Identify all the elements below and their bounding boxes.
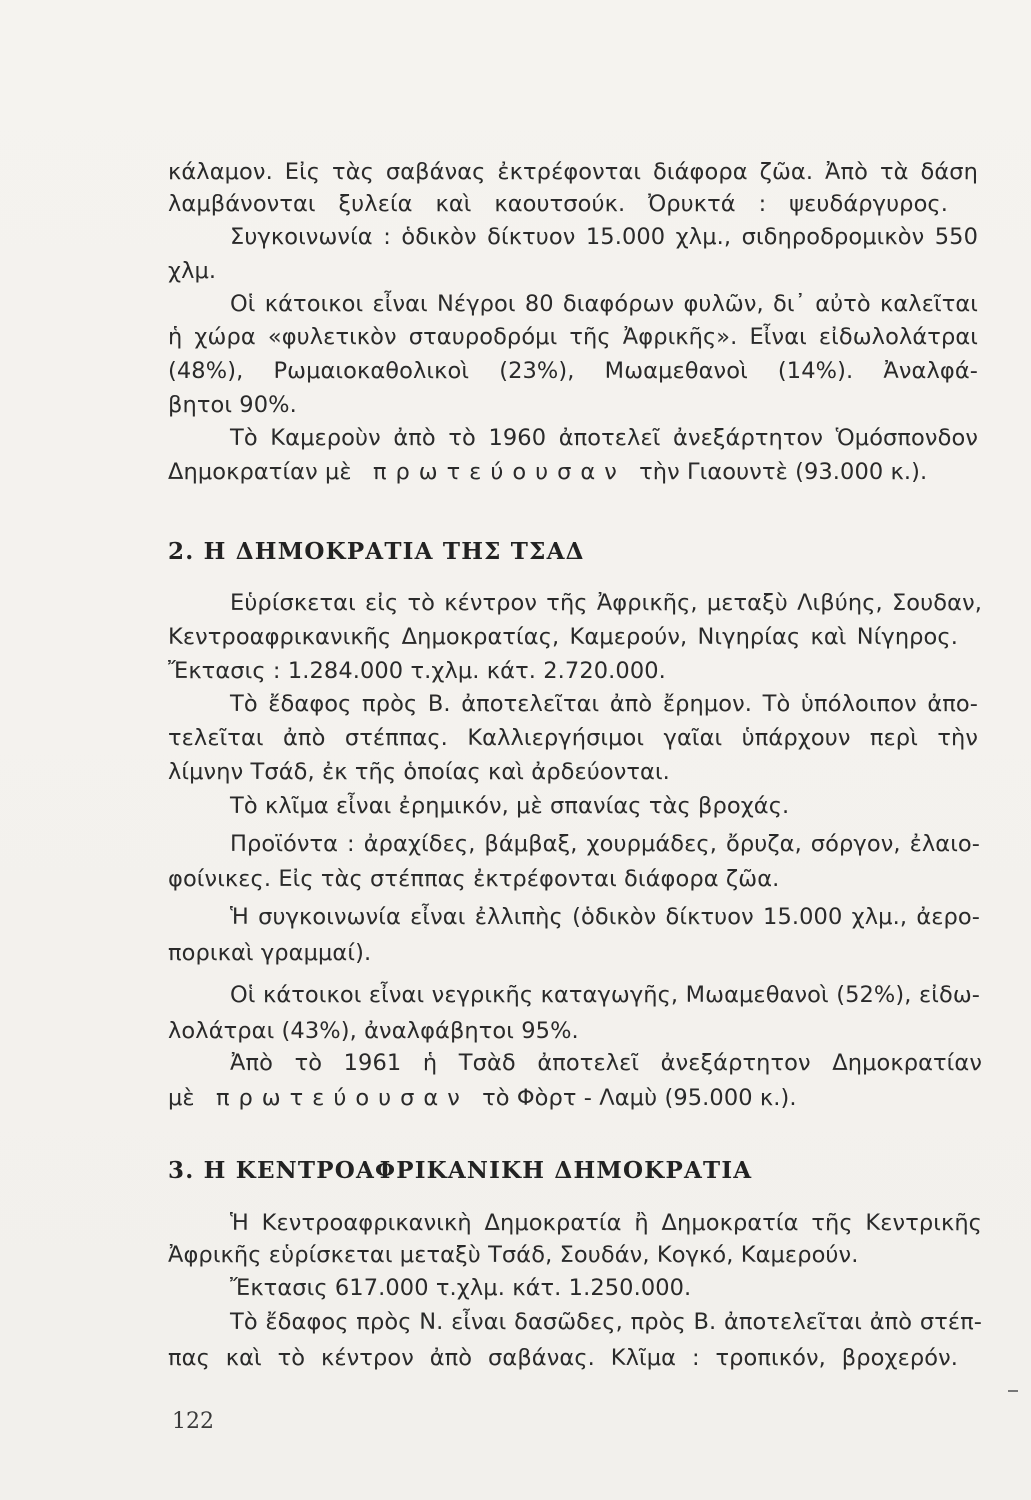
spaced-word: πρωτεύουσαν xyxy=(215,1085,469,1111)
paragraph-line: λίμνην Τσάδ, ἐκ τῆς ὁποίας καὶ ἀρδεύονται. xyxy=(168,759,670,785)
line-end: τὸ Φὸρτ - Λαμὺ (95.000 κ.). xyxy=(482,1085,797,1111)
paragraph-line: Τὸ κλῖμα εἶναι ἐρημικόν, μὲ σπανίας τὰς βροχάς. xyxy=(230,793,790,819)
section-heading: 2. Η ΔΗΜΟΚΡΑΤΙΑ ΤΗΣ ΤΣΑΔ xyxy=(168,538,585,565)
paragraph-line xyxy=(168,1083,797,1113)
spaced-word: πρωτεύουσαν xyxy=(372,459,626,485)
paragraph-line: Οἱ κάτοικοι εἶναι νεγρικῆς καταγωγῆς, Μωαμεθανοὶ (52%), εἰδω- xyxy=(230,982,980,1008)
line-start: Δημοκρατίαν μὲ xyxy=(168,459,352,485)
paragraph-line: Ἡ Κεντροαφρικανικὴ Δημοκρατία ἢ Δημοκρατία τῆς Κεντρικῆς xyxy=(230,1210,982,1236)
paragraph-line: Οἱ κάτοικοι εἶναι Νέγροι 80 διαφόρων φυλῶν, δι᾽ αὐτὸ καλεῖται xyxy=(230,291,978,317)
paragraph-line: (48%), Ρωμαιοκαθολικοὶ (23%), Μωαμεθανοὶ (14%). Ἀναλφά- xyxy=(168,358,978,384)
paragraph-line: ἡ χώρα «φυλετικὸν σταυροδρόμι τῆς Ἀφρικῆς». Εἶναι εἰδωλολάτραι xyxy=(168,324,978,350)
margin-mark xyxy=(1008,1390,1018,1392)
paragraph-line: Ἀπὸ τὸ 1961 ἡ Τσὰδ ἀποτελεῖ ἀνεξάρτητον Δημοκρατίαν xyxy=(230,1050,982,1076)
line-end: τὴν Γιαουντὲ (93.000 κ.). xyxy=(639,459,928,485)
paragraph-line: βητοι 90%. xyxy=(168,392,297,418)
paragraph-line: Ἡ συγκοινωνία εἶναι ἐλλιπὴς (ὁδικὸν δίκτυον 15.000 χλμ., ἀερο- xyxy=(230,904,980,930)
paragraph-line: χλμ. xyxy=(168,258,217,284)
paragraph-line: Εὑρίσκεται εἰς τὸ κέντρον τῆς Ἀφρικῆς, μεταξὺ Λιβύης, Σουδαν, xyxy=(230,590,982,616)
paragraph-line: κάλαμον. Εἰς τὰς σαβάνας ἐκτρέφονται διάφορα ζῶα. Ἀπὸ τὰ δάση xyxy=(168,159,978,185)
paragraph-line: τελεῖται ἀπὸ στέππας. Καλλιεργήσιμοι γαῖαι ὑπάρχουν περὶ τὴν xyxy=(168,725,978,751)
line-start: μὲ xyxy=(168,1085,195,1111)
page-number: 122 xyxy=(172,1409,214,1434)
paragraph-line: Προϊόντα : ἀραχίδες, βάμβαξ, χουρμάδες, ὄρυζα, σόργον, ἐλαιο- xyxy=(230,831,980,857)
paragraph-line: φοίνικες. Εἰς τὰς στέππας ἐκτρέφονται διάφορα ζῶα. xyxy=(168,866,780,892)
paragraph-line: Ἔκτασις : 1.284.000 τ.χλμ. κάτ. 2.720.000. xyxy=(168,658,666,684)
paragraph-line xyxy=(168,457,927,487)
paragraph-line: Συγκοινωνία : ὁδικὸν δίκτυον 15.000 χλμ., σιδηροδρομικὸν 550 xyxy=(230,224,978,250)
paragraph-line: λολάτραι (43%), ἀναλφάβητοι 95%. xyxy=(168,1018,579,1044)
paragraph-line: λαμβάνονται ξυλεία καὶ καουτσούκ. Ὀρυκτά : ψευδάργυρος. xyxy=(168,191,948,217)
paragraph-line: Τὸ Καμεροὺν ἀπὸ τὸ 1960 ἀποτελεῖ ἀνεξάρτητον Ὁμόσπονδον xyxy=(230,425,978,451)
paragraph-line: πορικαὶ γραμμαί). xyxy=(168,940,372,966)
paragraph-line: Τὸ ἔδαφος πρὸς Ν. εἶναι δασῶδες, πρὸς Β. ἀποτελεῖται ἀπὸ στέπ- xyxy=(230,1309,982,1335)
paragraph-line: Ἀφρικῆς εὑρίσκεται μεταξὺ Τσάδ, Σουδάν, Κογκό, Καμερούν. xyxy=(168,1242,859,1268)
section-heading: 3. Η ΚΕΝΤΡΟΑΦΡΙΚΑΝΙΚΗ ΔΗΜΟΚΡΑΤΙΑ xyxy=(168,1157,753,1184)
paragraph-line: πας καὶ τὸ κέντρον ἀπὸ σαβάνας. Κλῖμα : τροπικόν, βροχερόν. xyxy=(168,1345,958,1371)
paragraph-line: Ἔκτασις 617.000 τ.χλμ. κάτ. 1.250.000. xyxy=(230,1275,692,1301)
paragraph-line: Τὸ ἔδαφος πρὸς Β. ἀποτελεῖται ἀπὸ ἔρημον. Τὸ ὑπόλοιπον ἀπο- xyxy=(230,691,978,717)
paragraph-line: Κεντροαφρικανικῆς Δημοκρατίας, Καμερούν, Νιγηρίας καὶ Νίγηρος. xyxy=(168,624,958,650)
